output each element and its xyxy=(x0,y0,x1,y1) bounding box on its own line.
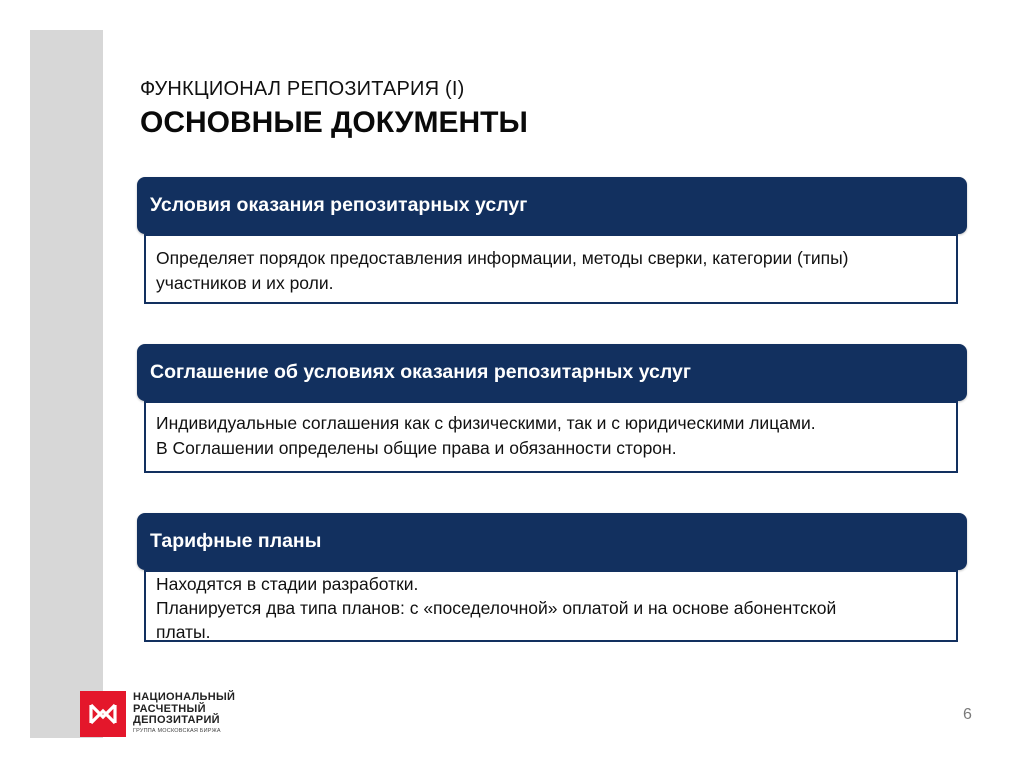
slide-supertitle: ФУНКЦИОНАЛ РЕПОЗИТАРИЯ (I) xyxy=(140,78,465,100)
card-body xyxy=(144,234,958,304)
card-header xyxy=(137,513,967,570)
logo-line: ДЕПОЗИТАРИЙ xyxy=(133,714,220,726)
logo-wordmark xyxy=(133,692,235,735)
card-body xyxy=(144,570,958,642)
card-header-title: Тарифные планы xyxy=(150,530,322,552)
logo-line: НАЦИОНАЛЬНЫЙ xyxy=(133,691,236,703)
card-body-line: Планируется два типа планов: с «поседелочной» оплатой и на основе абонентской xyxy=(156,598,837,618)
card-header xyxy=(137,344,967,401)
logo-tagline: ГРУППА МОСКОВСКАЯ БИРЖА xyxy=(133,727,221,734)
card-body-line: Определяет порядок предоставления информации, методы сверки, категории (типы) xyxy=(156,248,849,268)
slide-title: ОСНОВНЫЕ ДОКУМЕНТЫ xyxy=(140,106,528,139)
card-body-line: платы. xyxy=(156,622,211,642)
card-header xyxy=(137,177,967,234)
document-card-service-terms xyxy=(137,177,967,307)
page-number: 6 xyxy=(963,706,972,723)
nsd-logo-icon xyxy=(80,691,126,737)
card-body xyxy=(144,401,958,473)
card-header-title: Соглашение об условиях оказания репозитарных услуг xyxy=(150,361,691,383)
document-card-agreement xyxy=(137,344,967,475)
card-body-line: участников и их роли. xyxy=(156,273,334,293)
card-body-line: В Соглашении определены общие права и обязанности сторон. xyxy=(156,438,677,458)
logo-line: РАСЧЕТНЫЙ xyxy=(133,702,206,715)
card-header-title: Условия оказания репозитарных услуг xyxy=(150,194,528,216)
card-body-line: Индивидуальные соглашения как с физическими, так и с юридическими лицами. xyxy=(156,413,816,433)
document-card-tariff-plans xyxy=(137,513,967,644)
card-body-line: Находятся в стадии разработки. xyxy=(156,574,419,594)
left-gray-bar xyxy=(30,30,103,738)
